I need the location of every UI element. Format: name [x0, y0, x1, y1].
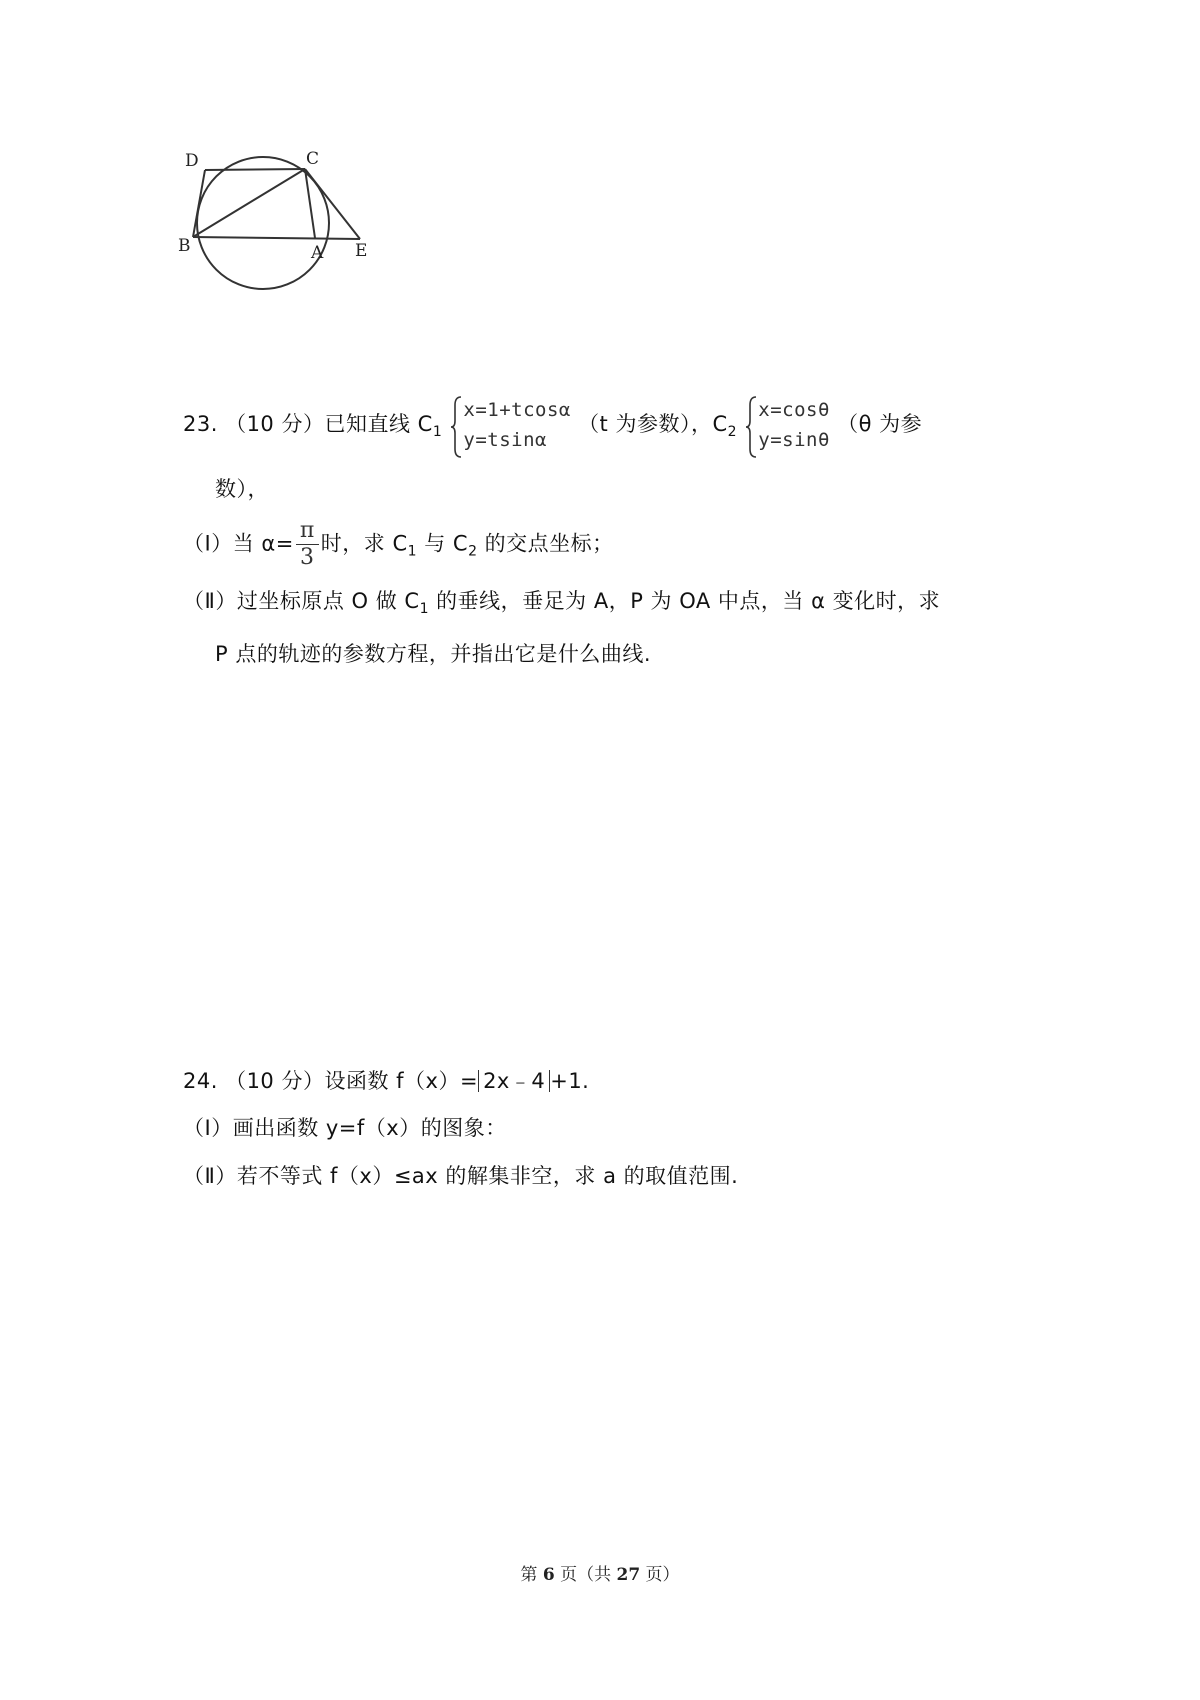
fraction-denominator: 3	[300, 545, 315, 570]
q23-part1	[183, 518, 614, 571]
c1-row2: y=tsinα	[463, 429, 547, 451]
q23-part1-b: 时，求 C	[320, 531, 408, 556]
q23-part1-sub2: 2	[468, 543, 478, 560]
segment-be	[193, 237, 360, 239]
circle-quadrilateral-diagram	[178, 149, 420, 305]
pi-over-3-fraction	[296, 518, 319, 571]
label-b: B	[178, 236, 191, 256]
footer-mid: 页（共	[554, 1565, 617, 1585]
q23-part1-a: （Ⅰ）当 α=	[183, 531, 294, 556]
q23-part2-b: 的垂线，垂足为 A，P 为 OA 中点，当 α 变化时，求	[428, 589, 941, 613]
q24-part1: （Ⅰ）画出函数 y=f（x）的图象：	[183, 1116, 507, 1140]
q24-prefix: 24. （10 分）设函数 f（x）=	[183, 1069, 479, 1093]
q23-c2-note: （θ 为参	[837, 412, 923, 436]
q23-part2-a: （Ⅱ）过坐标原点 O 做 C	[183, 589, 420, 613]
label-a: A	[311, 243, 324, 263]
label-d: D	[185, 151, 199, 171]
fraction-numerator: π	[296, 518, 319, 545]
segment-bc	[193, 169, 305, 237]
page-footer	[0, 1560, 1200, 1585]
footer-prefix: 第	[520, 1565, 543, 1585]
q23-part1-sub1: 1	[407, 543, 418, 560]
c2-row1: x=cosθ	[758, 399, 830, 421]
q24-part2: （Ⅱ）若不等式 f（x）≤ax 的解集非空，求 a 的取值范围.	[183, 1164, 739, 1188]
q23-c1-subscript: 1	[432, 424, 443, 440]
label-c: C	[306, 149, 320, 169]
q23-part2-sub: 1	[419, 601, 429, 617]
page-total: 27	[616, 1565, 641, 1585]
c2-row2: y=sinθ	[758, 429, 830, 451]
q24-line1	[183, 1065, 589, 1095]
q23-c2-subscript: 2	[727, 424, 738, 440]
q23-line1	[183, 395, 922, 455]
q23-part2-cont: P 点的轨迹的参数方程，并指出它是什么曲线.	[215, 642, 652, 666]
c2-system	[744, 395, 830, 455]
q23-c1-note: （t 为参数），C	[578, 412, 728, 436]
left-brace-icon	[744, 395, 758, 459]
q23-part1-c: 与 C	[417, 531, 469, 556]
q23-part2	[183, 585, 940, 617]
left-brace-icon	[449, 395, 463, 459]
absolute-value: 2x﹣4	[478, 1070, 550, 1092]
page-number: 6	[542, 1565, 555, 1585]
q24-suffix: +1.	[550, 1069, 590, 1093]
footer-suffix: 页）	[640, 1565, 680, 1585]
label-e: E	[355, 241, 368, 261]
segment-db	[193, 170, 205, 237]
q23-part1-d: 的交点坐标；	[477, 531, 614, 556]
q23-line1-cont: 数），	[215, 477, 269, 501]
segment-dc	[205, 169, 305, 170]
c1-row1: x=1+tcosα	[463, 399, 571, 421]
c1-system	[449, 395, 570, 455]
q23-prefix: 23. （10 分）已知直线 C	[183, 412, 433, 436]
geometry-figure	[178, 149, 420, 305]
